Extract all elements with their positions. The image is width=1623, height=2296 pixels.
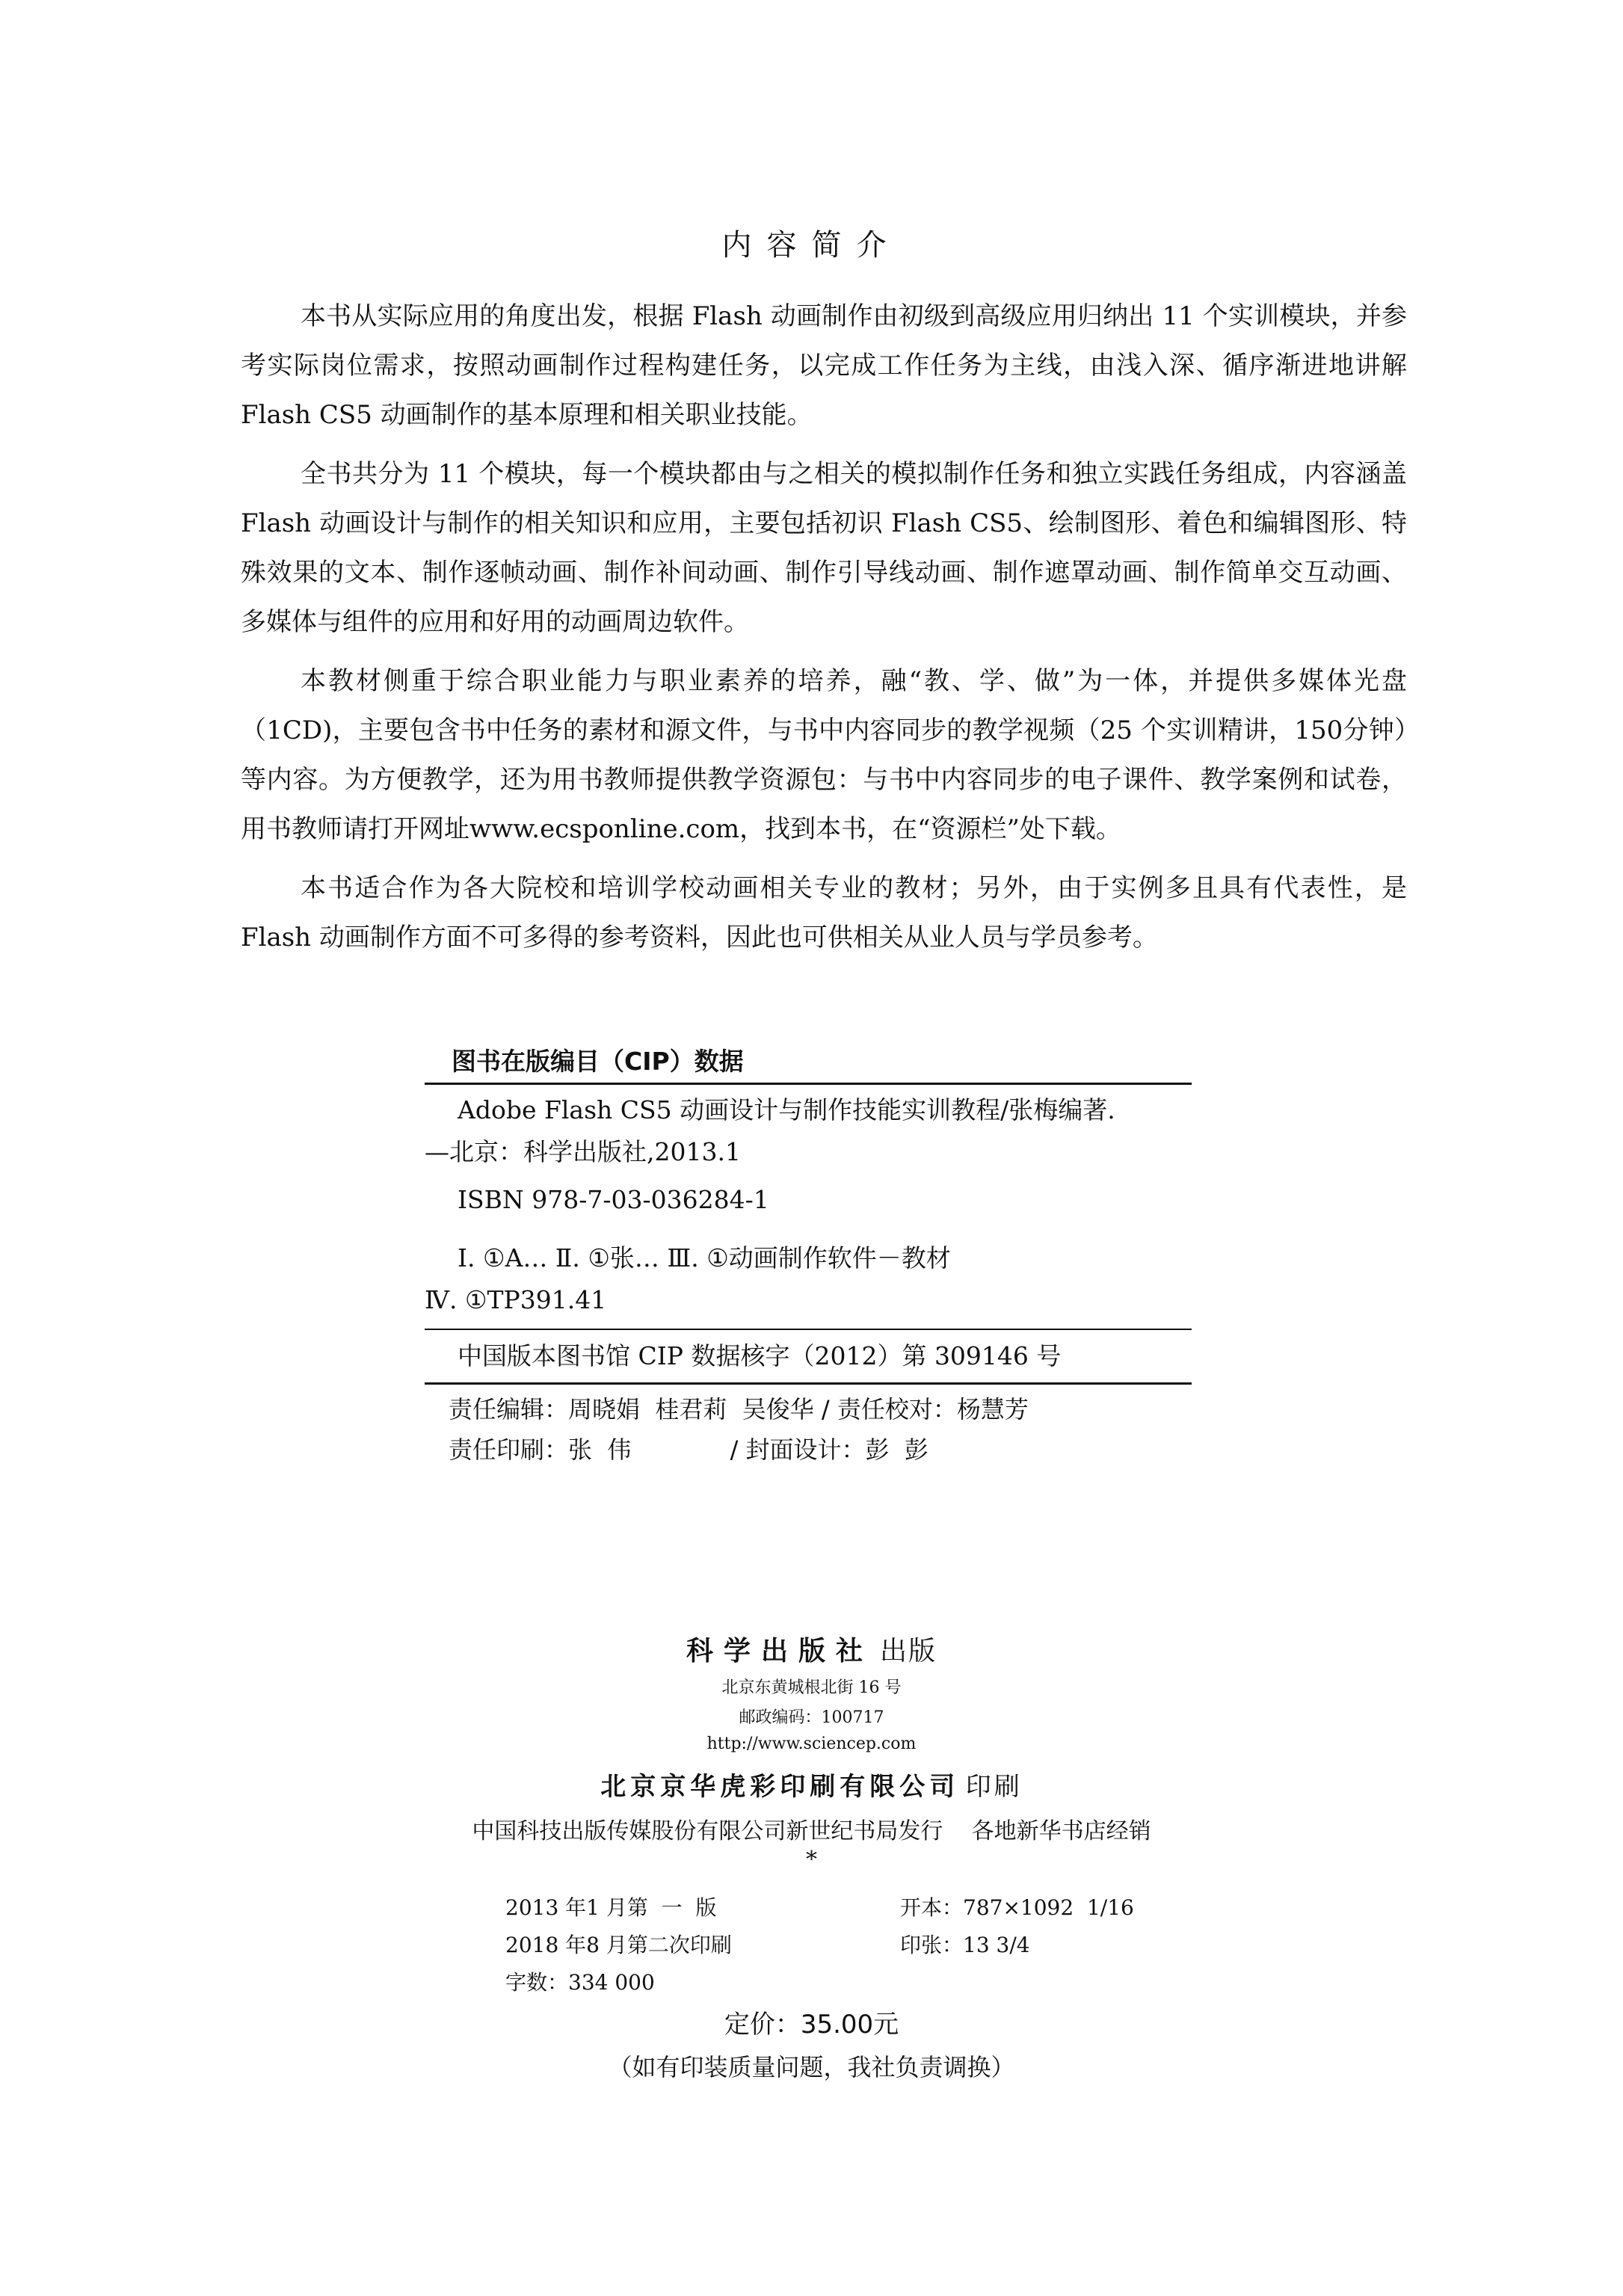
publisher-postcode: 邮政编码：100717 <box>739 1708 884 1727</box>
responsible-editors: 责任编辑：周晓娟 桂君莉 吴俊华 / 责任校对：杨慧芳 <box>449 1395 1029 1424</box>
edition-info: 2013 年1 月第 一 版 <box>505 1895 717 1920</box>
printer-name: 北京京华虎彩印刷有限公司 <box>600 1772 960 1802</box>
intro-paragraph: 本教材侧重于综合职业能力与职业素养的培养，融“教、学、做”为一体，并提供多媒体光盘（1CD)，主要包含书中任务的素材和源文件，与书中内容同步的教学视频（25 个实训精讲，150分钟）等内容。为方便教学，还为用书教师提供教学资源包：与书中内容同步的电子课件、教学案例和试卷，用书教师请打开网址www.ecsponline.com，找到本书，在“资源栏”处下载。 <box>241 666 1407 844</box>
publisher-address: 北京东黄城根北街 16 号 <box>721 1678 902 1697</box>
distribution-line: 中国科技出版传媒股份有限公司新世纪书局发行 各地新华书店经销 <box>472 1818 1151 1844</box>
intro-paragraph: 全书共分为 11 个模块，每一个模块都由与之相关的模拟制作任务和独立实践任务组成，内容涵盖 Flash 动画设计与制作的相关知识和应用，主要包括初识 Flash CS5、绘制图形、着色和编辑图形、特殊效果的文本、制作逐帧动画、制作补间动画、制作引导线动画、制作遮罩动画、制作简单交互动画、多媒体与组件的应用和好用的动画周边软件。 <box>241 459 1407 637</box>
publisher-line <box>0 1630 1623 1668</box>
exchange-note: （如有印装质量问题，我社负责调换） <box>608 2053 1015 2081</box>
intro-section <box>241 292 1407 972</box>
word-count: 字数：334 000 <box>505 1970 655 1995</box>
cip-isbn: ISBN 978-7-03-036284-1 <box>458 1185 769 1214</box>
separator-star: * <box>806 1847 817 1873</box>
responsible-printing: 责任印刷：张 伟 / 封面设计：彭 彭 <box>449 1435 928 1464</box>
cip-block <box>425 1041 1192 1470</box>
format-info: 开本：787×1092 1/16 <box>900 1895 1134 1920</box>
publisher-suffix: 出版 <box>880 1636 937 1666</box>
price: 定价：35.00元 <box>724 2010 899 2040</box>
intro-paragraph: 本书适合作为各大院校和培训学校动画相关专业的教材；另外，由于实例多且具有代表性，是 Flash 动画制作方面不可多得的参考资料，因此也可供相关从业人员与学员参考。 <box>241 873 1407 952</box>
cip-classification-line: Ⅳ. ①TP391.41 <box>425 1285 607 1314</box>
intro-title: 内容简介 <box>721 228 902 262</box>
cip-record-line: —北京：科学出版社,2013.1 <box>425 1137 741 1166</box>
intro-paragraph: 本书从实际应用的角度出发，根据 Flash 动画制作由初级到高级应用归纳出 11 个实训模块，并参考实际岗位需求，按照动画制作过程构建任务，以完成工作任务为主线，由浅入深、循序渐进地讲解 Flash CS5 动画制作的基本原理和相关职业技能。 <box>241 301 1407 430</box>
cip-title: 图书在版编目（CIP）数据 <box>452 1047 744 1076</box>
cip-record-line: Adobe Flash CS5 动画设计与制作技能实训教程/张梅编著. <box>458 1095 1115 1124</box>
printing-info: 2018 年8 月第二次印刷 <box>505 1933 732 1957</box>
cip-classification-line: Ⅰ. ①A… Ⅱ. ①张… Ⅲ. ①动画制作软件－教材 <box>458 1243 951 1272</box>
sheets-info: 印张：13 3/4 <box>900 1933 1030 1957</box>
printer-line <box>0 1766 1623 1803</box>
publisher-website: http://www.sciencep.com <box>706 1735 917 1753</box>
printer-suffix: 印刷 <box>965 1772 1023 1802</box>
publisher-name: 科学出版社 <box>686 1635 873 1666</box>
cip-core-record: 中国版本图书馆 CIP 数据核字（2012）第 309146 号 <box>458 1341 1062 1370</box>
